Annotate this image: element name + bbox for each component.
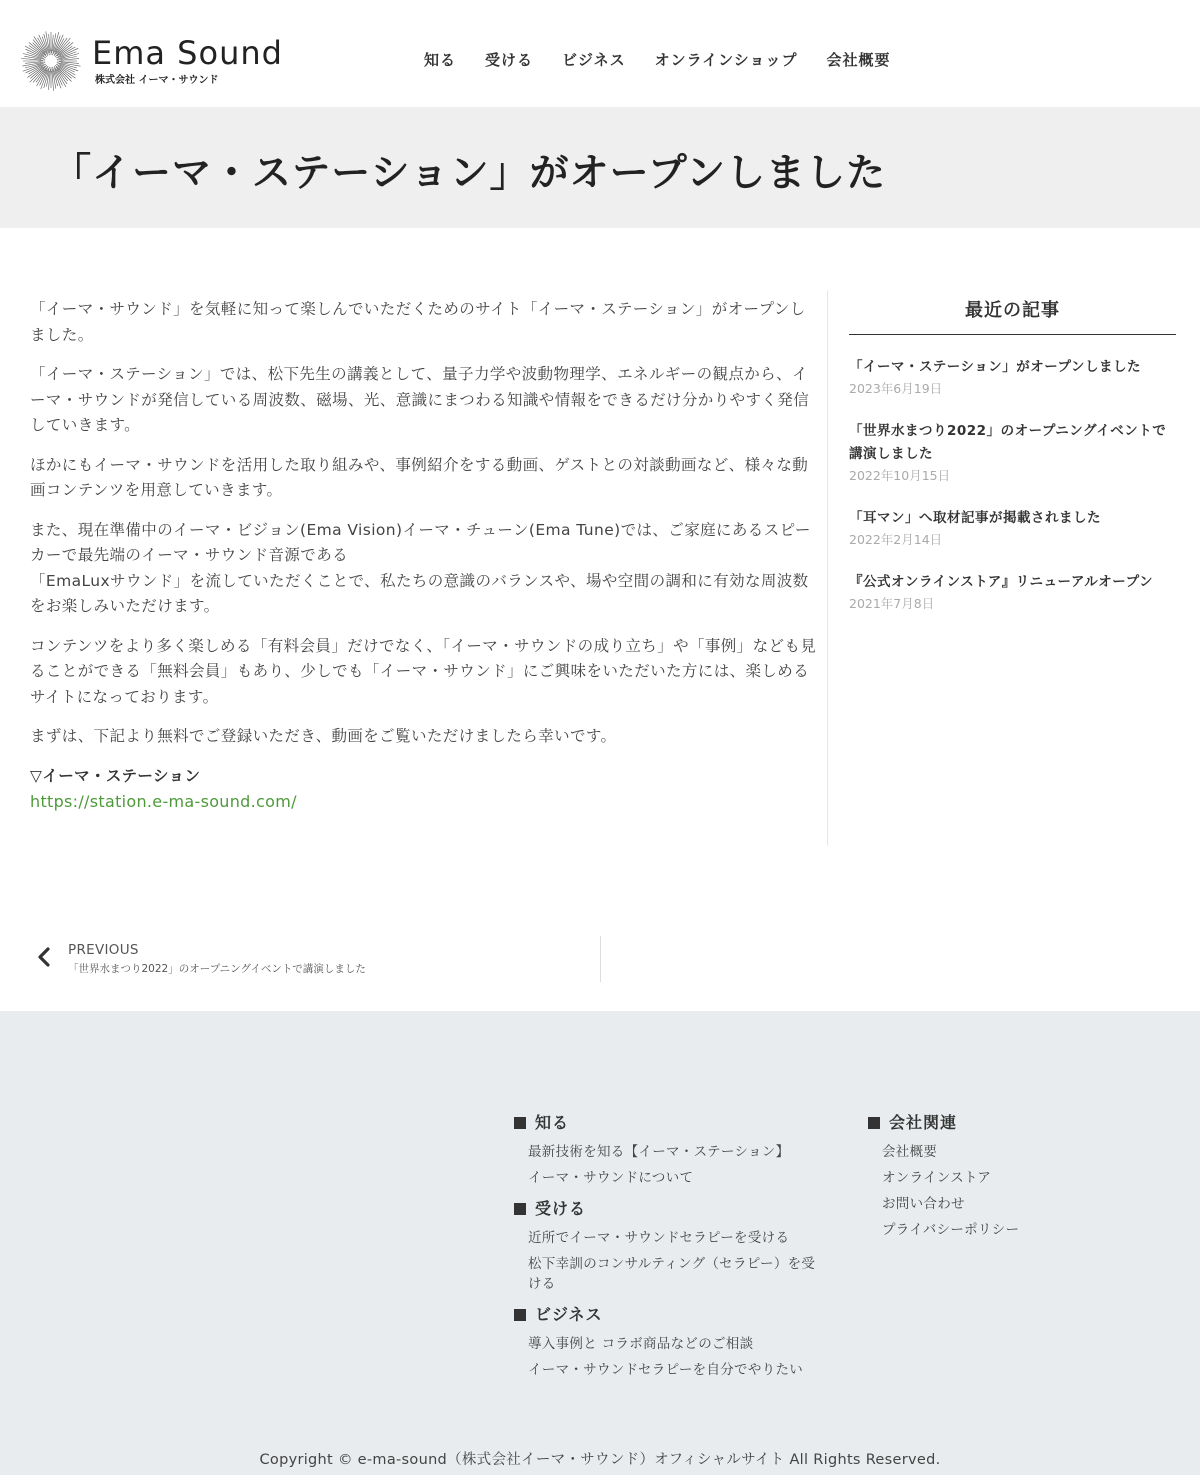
site-logo[interactable]	[20, 30, 310, 94]
station-label: ▽イーマ・ステーション	[30, 766, 201, 785]
square-bullet-icon	[514, 1309, 526, 1321]
title-band	[0, 107, 1200, 228]
recent-post-item	[849, 356, 1176, 399]
main-nav	[424, 49, 920, 70]
footer-link[interactable]: 最新技術を知る【イーマ・ステーション】	[528, 1144, 790, 1160]
nav-item-shiru[interactable]: 知る	[424, 51, 457, 69]
article-body	[30, 297, 820, 814]
recent-post-item	[849, 420, 1176, 486]
article-paragraph: 「イーマ・ステーション」では、松下先生の講義として、量子力学や波動物理学、エネルギーの観点から、イーマ・サウンドが発信している周波数、磁場、光、意識にまつわる知識や情報をできるだけ分かりやすく発信していきます。	[30, 365, 810, 434]
footer-link[interactable]: 会社概要	[882, 1144, 938, 1160]
recent-post-date: 2022年10月15日	[849, 468, 951, 483]
footer-column-company	[868, 1110, 1182, 1248]
logo-title: Ema Sound	[92, 34, 283, 72]
article-paragraph: ほかにもイーマ・サウンドを活用した取り組みや、事例紹介をする動画、ゲストとの対談動画など、様々な動画コンテンツを用意していきます。	[30, 455, 809, 499]
copyright-text: Copyright © e-ma-sound（株式会社イーマ・サウンド）オフィシャルサイト All Rights Reserved.	[259, 1452, 941, 1468]
article-paragraph: 「イーマ・サウンド」を気軽に知って楽しんでいただくためのサイト「イーマ・ステーション」がオープンしました。	[30, 300, 806, 344]
post-nav-separator	[600, 936, 601, 982]
nav-item-company[interactable]: 会社概要	[826, 51, 891, 69]
post-navigation	[30, 936, 1170, 982]
recent-posts-heading: 最近の記事	[849, 290, 1176, 335]
footer-link[interactable]: お問い合わせ	[882, 1196, 965, 1212]
footer-link[interactable]: イーマ・サウンドについて	[528, 1170, 694, 1186]
site-header	[0, 0, 1200, 107]
footer-links-ukeru	[528, 1228, 828, 1294]
footer-link[interactable]: イーマ・サウンドセラピーを自分でやりたい	[528, 1362, 804, 1378]
chevron-left-icon	[36, 946, 52, 968]
previous-post-title: 「世界水まつり2022」のオープニングイベントで講演しました	[68, 963, 366, 975]
footer-heading-company: 会社関連	[868, 1110, 1182, 1133]
recent-post-item	[849, 571, 1176, 614]
footer-link[interactable]: 松下幸訓のコンサルティング（セラピー）を受ける	[528, 1256, 816, 1292]
nav-item-online-shop[interactable]: オンラインショップ	[654, 51, 798, 69]
article-paragraph: まずは、下記より無料でご登録いただき、動画をご覧いただけましたら幸いです。	[30, 727, 617, 745]
recent-post-item	[849, 507, 1176, 550]
recent-posts-list	[849, 356, 1176, 614]
station-link[interactable]: https://station.e-ma-sound.com/	[30, 792, 297, 811]
nav-item-business[interactable]: ビジネス	[562, 51, 626, 69]
footer-link[interactable]: 近所でイーマ・サウンドセラピーを受ける	[528, 1230, 790, 1246]
footer-heading-ukeru: 受ける	[514, 1196, 828, 1219]
recent-post-date: 2021年7月8日	[849, 596, 935, 611]
page-title: 「イーマ・ステーション」がオープンしました	[52, 151, 887, 196]
logo-subtitle: 株式会社 イーマ・サウンド	[95, 75, 219, 86]
footer-column-services	[514, 1110, 828, 1388]
sidebar	[849, 290, 1176, 635]
footer-heading-shiru: 知る	[514, 1110, 828, 1133]
recent-post-link[interactable]: 「耳マン」へ取材記事が掲載されました	[849, 510, 1101, 526]
previous-label: PREVIOUS	[68, 942, 139, 958]
recent-post-date: 2023年6月19日	[849, 381, 943, 396]
footer-links-shiru	[528, 1142, 828, 1188]
article-paragraph: コンテンツをより多く楽しめる「有料会員」だけでなく、「イーマ・サウンドの成り立ち」や「事例」なども見ることができる「無料会員」もあり、少しでも「イーマ・サウンド」にご興味をいただいた方には、楽しめるサイトになっております。	[30, 636, 817, 706]
footer-heading-business: ビジネス	[514, 1302, 828, 1325]
footer-link[interactable]: プライバシーポリシー	[882, 1222, 1020, 1238]
square-bullet-icon	[514, 1203, 526, 1215]
recent-post-link[interactable]: 「世界水まつり2022」のオープニングイベントで講演しました	[849, 423, 1167, 462]
footer-link[interactable]: オンラインストア	[882, 1170, 992, 1186]
footer-links-business	[528, 1334, 828, 1380]
recent-post-link[interactable]: 『公式オンラインストア』リニューアルオープン	[849, 574, 1154, 590]
recent-post-date: 2022年2月14日	[849, 532, 943, 547]
recent-post-link[interactable]: 「イーマ・ステーション」がオープンしました	[849, 359, 1141, 375]
footer-link[interactable]: 導入事例と コラボ商品などのご相談	[528, 1336, 754, 1352]
site-footer	[0, 1011, 1200, 1475]
square-bullet-icon	[868, 1117, 880, 1129]
sound-burst-icon	[20, 30, 82, 92]
nav-item-ukeru[interactable]: 受ける	[485, 51, 534, 69]
square-bullet-icon	[514, 1117, 526, 1129]
article-paragraph: 「EmaLuxサウンド」を流していただくことで、私たちの意識のバランスや、場や空間の調和に有効な周波数をお楽しみいただけます。	[30, 571, 809, 615]
footer-links-company	[882, 1142, 1182, 1240]
content-divider	[827, 290, 828, 846]
article-paragraph: また、現在準備中のイーマ・ビジョン(Ema Vision)イーマ・チューン(Ema Tune)では、ご家庭にあるスピーカーで最先端のイーマ・サウンド音源である	[30, 520, 811, 564]
